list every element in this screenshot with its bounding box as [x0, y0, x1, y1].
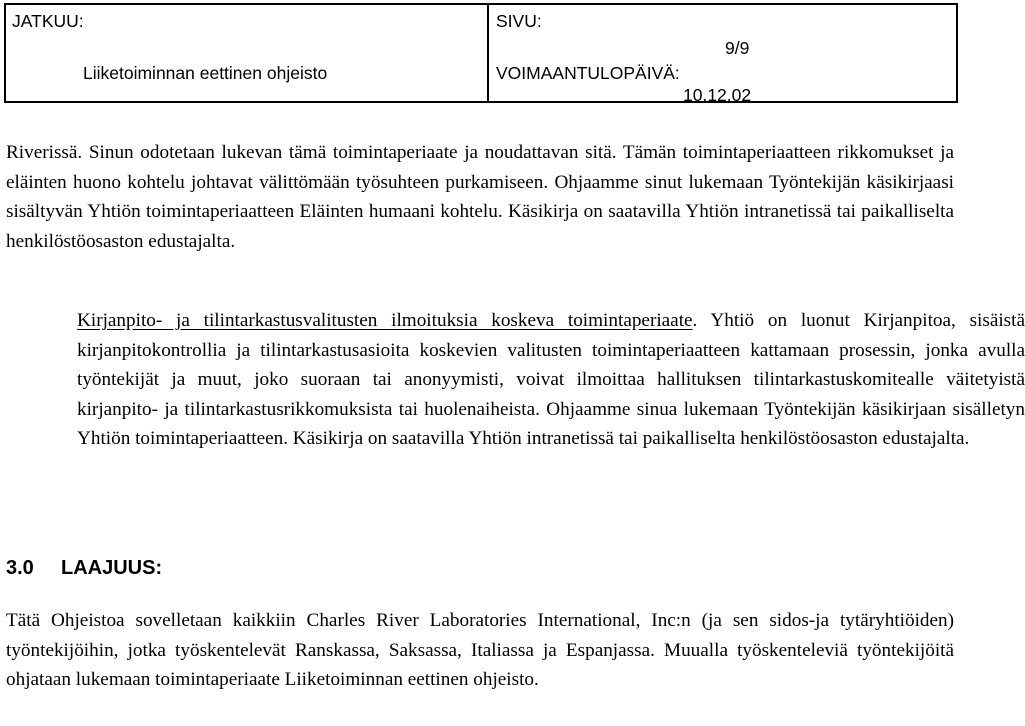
body-paragraph-2-text: . Yhtiö on luonut Kirjanpitoa, sisäistä kirjanpitokontrollia ja tilintarkastusasioita koskevien valitusten toimintaperiaatteen kattamaan prosessin, jonka avulla työntekijät ja muut, joko suoraan tai anonyymisti, voivat ilmoittaa hallituksen tilintarkastuskomitealle väitetyistä kirjanpito- ja tilintarkastusrikkomuksista tai huolenaiheista. Ohjaamme sinua lukemaan Työntekijän käsikirjaan sisälletyn Yhtiön toimintaperiaatteen. Käsikirja on saatavilla Yhtiön intranetissä tai paikalliselta henkilöstöosaston edustajalta. — [77, 310, 1025, 449]
header-divider — [487, 5, 489, 101]
body-paragraph-2 — [6, 306, 1025, 454]
page-number: 9/9 — [725, 38, 750, 58]
continues-label: JATKUU: — [12, 11, 84, 31]
section-number: 3.0 — [6, 557, 34, 579]
policy-title-underlined: Kirjanpito- ja tilintarkastusvalitusten ilmoituksia koskeva toimintaperiaate — [77, 310, 693, 331]
body-paragraph-1: Riverissä. Sinun odotetaan lukevan tämä toimintaperiaate ja noudattavan sitä. Tämän toimintaperiaatteen rikkomukset ja eläinten huono kohtelu johtavat välittömään työsuhteen purkamiseen. Ohjaamme sinut lukemaan Työntekijän käsikirjaasi sisältyvän Yhtiön toimintaperiaatteen Eläinten humaani kohtelu. Käsikirja on saatavilla Yhtiön intranetissä tai paikalliselta henkilöstöosaston edustajalta. — [6, 142, 954, 252]
effective-date-value: 10.12.02 — [683, 85, 752, 105]
effective-date-label: VOIMAANTULOPÄIVÄ: — [496, 63, 680, 83]
section-heading — [6, 555, 162, 581]
page-label: SIVU: — [496, 11, 542, 31]
body-paragraph-3: Tätä Ohjeistoa sovelletaan kaikkiin Charles River Laboratories International, Inc:n (ja sen sidos-ja tytäryhtiöiden) työntekijöihin, jotka työskentelevät Ranskassa, Saksassa, Italiassa ja Espanjassa. Muualla työskenteleviä työntekijöitä ohjataan lukemaan toimintaperiaate Liiketoiminnan eettinen ohjeisto. — [6, 610, 954, 690]
section-title: LAAJUUS: — [61, 557, 163, 579]
document-title: Liiketoiminnan eettinen ohjeisto — [83, 63, 328, 83]
document-header — [4, 3, 958, 103]
